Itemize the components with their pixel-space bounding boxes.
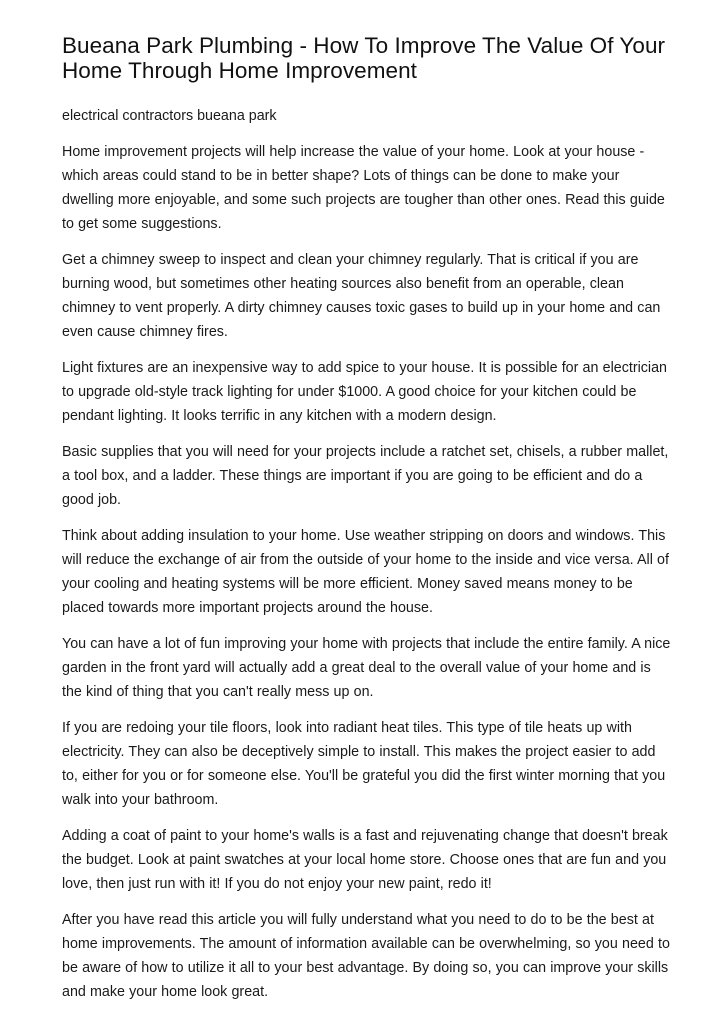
paragraph-3: Light fixtures are an inexpensive way to add spice to your house. It is possible for an electrician to upgrade old-style track lighting for under $1000. A good choice for your kitchen could be pendant lighting. It looks terrific in any kitchen with a modern design.: [62, 360, 667, 424]
paragraph-5: Think about adding insulation to your home. Use weather stripping on doors and windows. This will reduce the exchange of air from the outside of your home to the inside and vice versa. All of your cooling and heating systems will be more efficient. Money saved means money to be placed towards more important projects around the house.: [62, 528, 669, 616]
paragraph-7: If you are redoing your tile floors, look into radiant heat tiles. This type of tile heats up with electricity. They can also be deceptively simple to install. This makes the project easier to add to, either for you or for someone else. You'll be grateful you did the first winter morning that you walk into your bathroom.: [62, 720, 666, 808]
document-title: Bueana Park Plumbing - How To Improve The Value Of Your Home Through Home Improvement: [62, 33, 666, 83]
paragraph-6: You can have a lot of fun improving your home with projects that include the entire family. A nice garden in the front yard will actually add a great deal to the overall value of your home and is the kind of thing that you can't really mess up on.: [62, 636, 671, 700]
paragraph-9: After you have read this article you will fully understand what you need to do to be the best at home improvements. The amount of information available can be overwhelming, so you need to be aware of how to utilize it all to your best advantage. By doing so, you can improve your skills and make your home look great.: [62, 912, 670, 1000]
paragraph-4: Basic supplies that you will need for your projects include a ratchet set, chisels, a rubber mallet, a tool box, and a ladder. These things are important if you are going to be efficient and do a good job.: [62, 444, 669, 508]
document-page: [62, 33, 672, 1016]
paragraph-2: Get a chimney sweep to inspect and clean your chimney regularly. That is critical if you are burning wood, but sometimes other heating sources also benefit from an operable, clean chimney to vent properly. A dirty chimney causes toxic gases to build up in your home and can even cause chimney fires.: [62, 252, 661, 340]
document-subtitle: electrical contractors bueana park: [62, 108, 277, 124]
paragraph-8: Adding a coat of paint to your home's walls is a fast and rejuvenating change that doesn't break the budget. Look at paint swatches at your local home store. Choose ones that are fun and you love, then just run with it! If you do not enjoy your new paint, redo it!: [62, 828, 668, 892]
paragraph-1: Home improvement projects will help increase the value of your home. Look at your house - which areas could stand to be in better shape? Lots of things can be done to make your dwelling more enjoyable, and some such projects are tougher than other ones. Read this guide to get some suggestions.: [62, 144, 665, 232]
